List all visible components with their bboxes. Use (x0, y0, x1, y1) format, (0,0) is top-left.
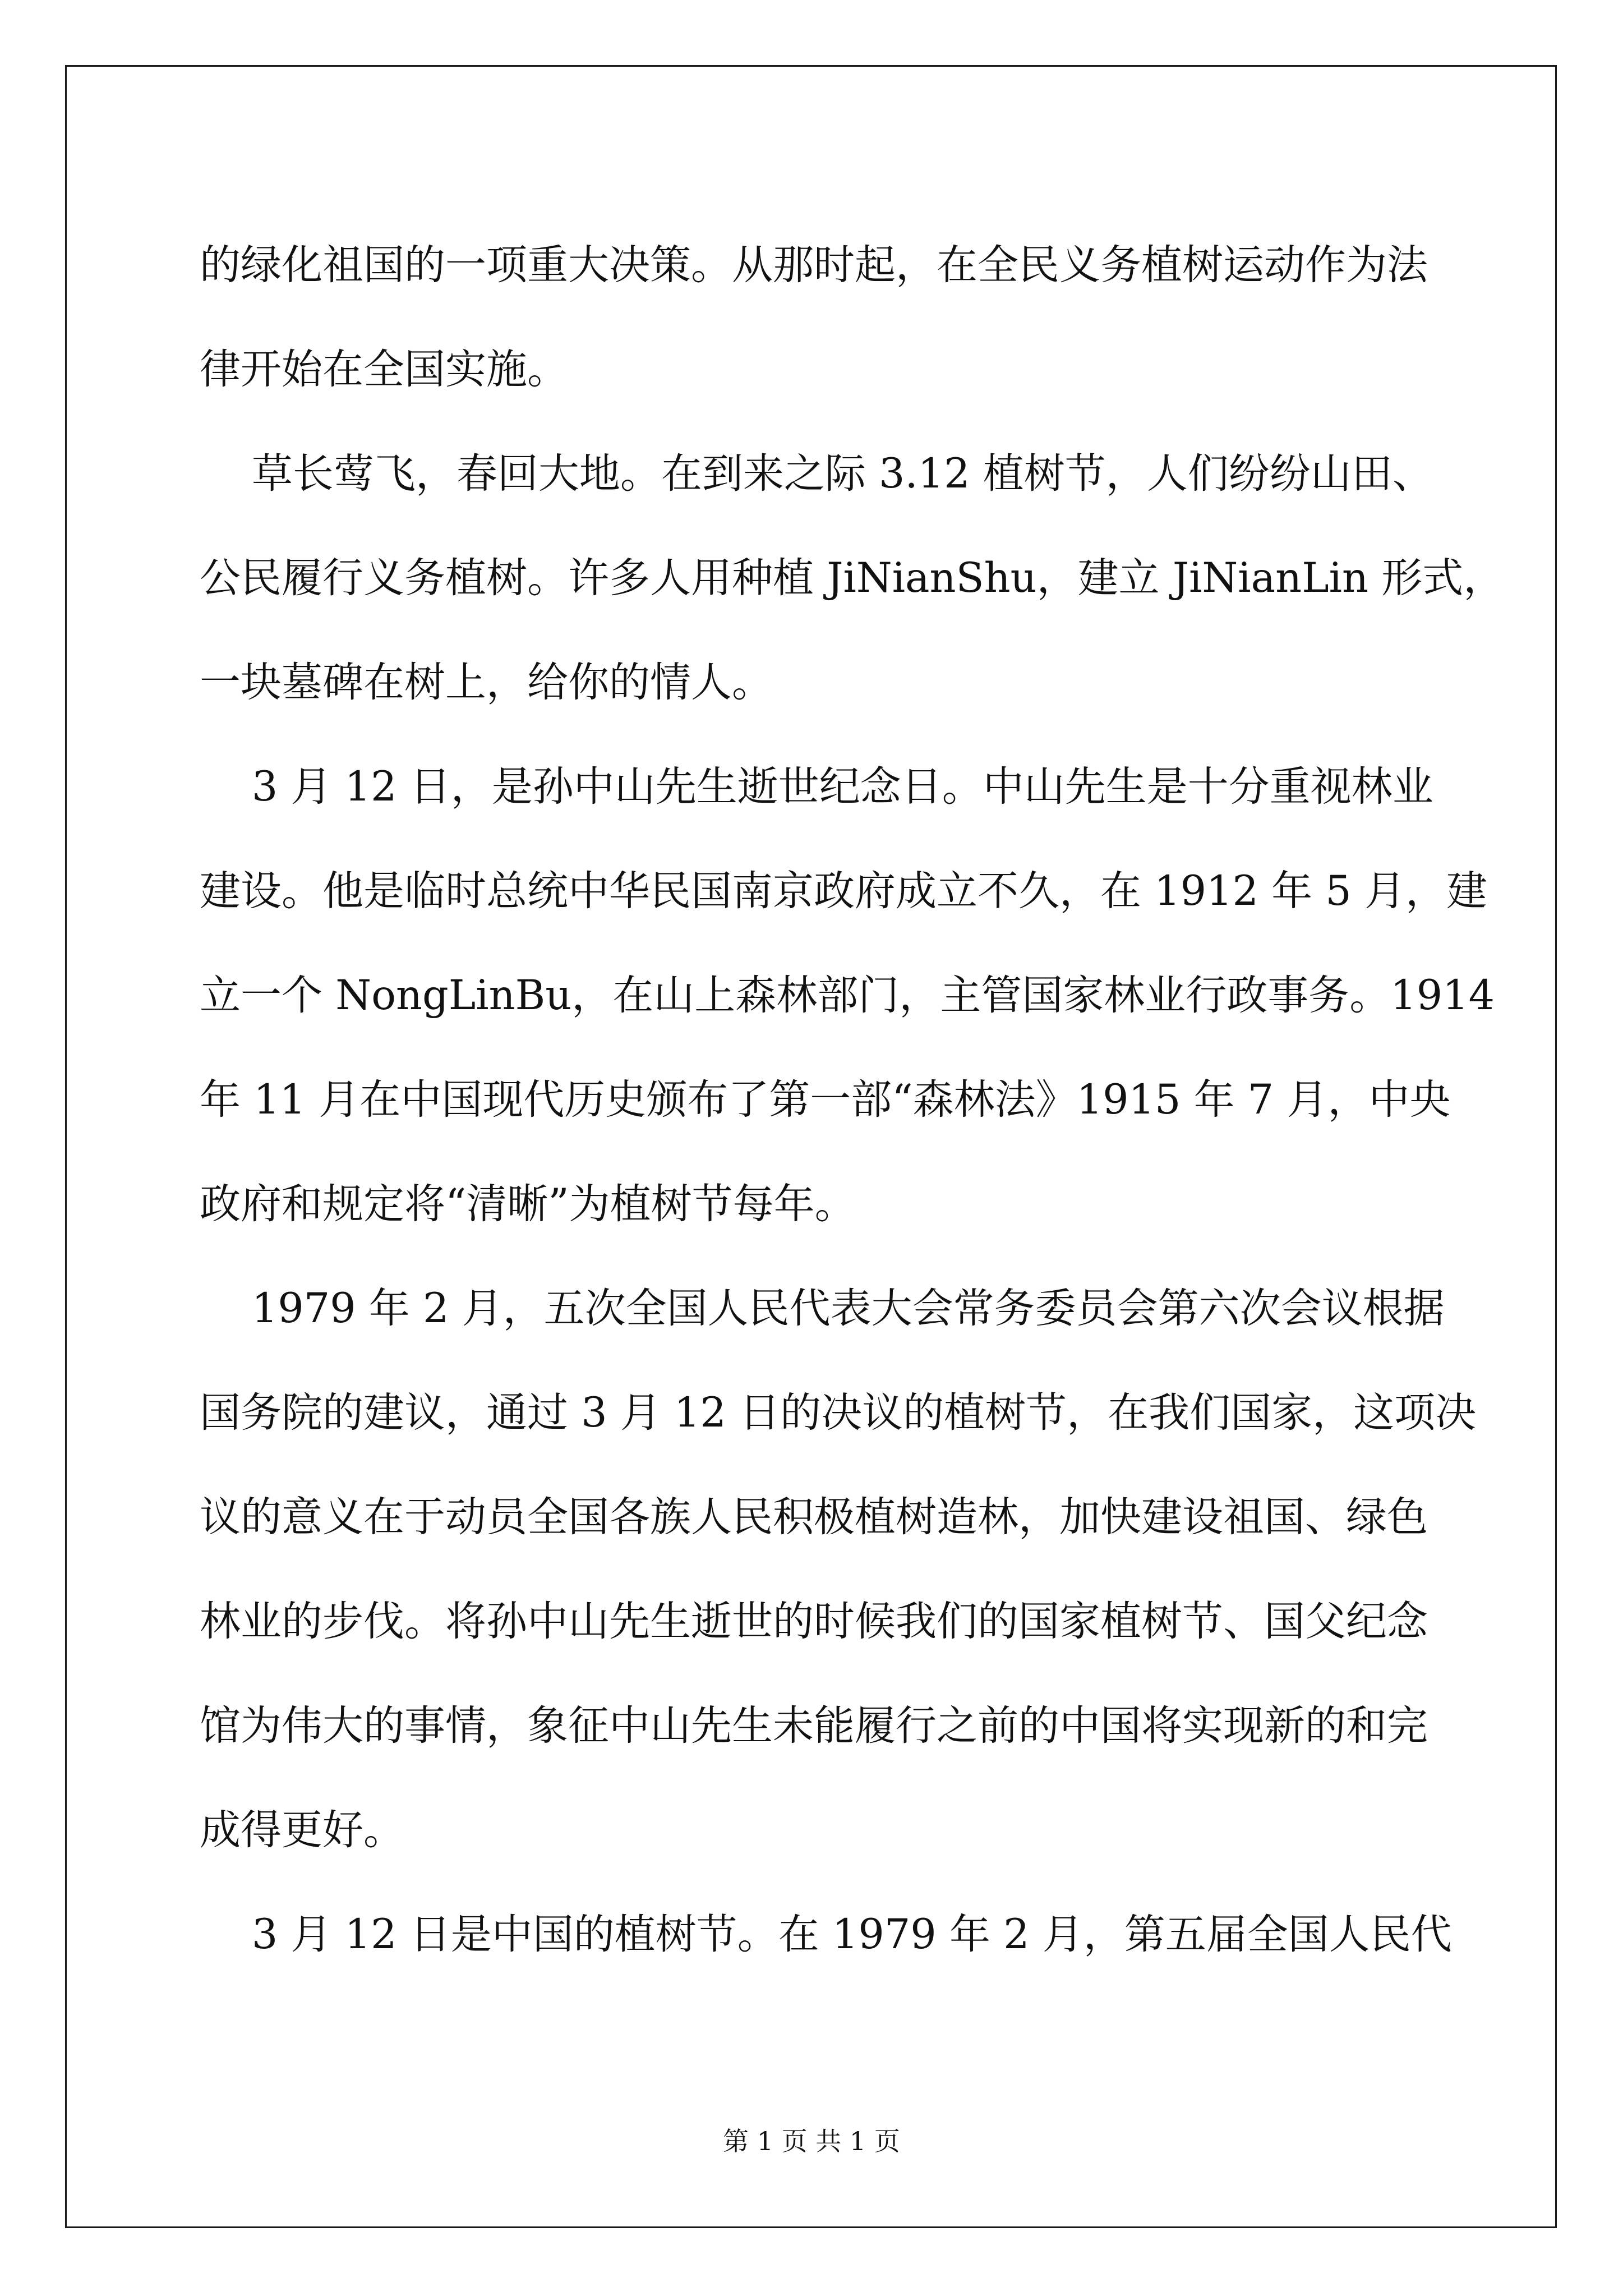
text-line: 议的意义在于动员全国各族人民积极植树造林，加快建设祖国、绿色 (200, 1493, 1428, 1541)
text-line: 年 11 月在中国现代历史颁布了第一部“森林法》1915 年 7 月，中央 (200, 1076, 1451, 1124)
text-line: 草长莺飞，春回大地。在到来之际 3.12 植树节，人们纷纷山田、 (200, 450, 1433, 498)
document-body (200, 213, 1505, 1987)
text-line: 律开始在全国实施。 (200, 346, 568, 393)
text-line: 立一个 NongLinBu，在山上森林部门，主管国家林业行政事务。1914 (200, 972, 1495, 1019)
text-line: 公民履行义务植树。许多人用种植 JiNianShu，建立 JiNianLin 形式， (200, 554, 1505, 602)
text-line: 的绿化祖国的一项重大决策。从那时起，在全民义务植树运动作为法 (200, 241, 1428, 289)
text-line: 一块墓碑在树上，给你的情人。 (200, 659, 773, 706)
text-line: 国务院的建议，通过 3 月 12 日的决议的植树节，在我们国家，这项决 (200, 1389, 1477, 1437)
text-line: 林业的步伐。将孙中山先生逝世的时候我们的国家植树节、国父纪念 (200, 1598, 1428, 1645)
text-line: 建设。他是临时总统中华民国南京政府成立不久，在 1912 年 5 月，建 (200, 867, 1488, 915)
text-line: 馆为伟大的事情，象征中山先生未能履行之前的中国将实现新的和完 (200, 1702, 1428, 1750)
text-line: 3 月 12 日是中国的植树节。在 1979 年 2 月，第五届全国人民代 (200, 1911, 1452, 1958)
page-number-footer: 第 1 页 共 1 页 (723, 2126, 900, 2156)
text-line: 成得更好。 (200, 1806, 404, 1854)
text-line: 政府和规定将“清晰”为植树节每年。 (200, 1180, 856, 1228)
text-line: 1979 年 2 月，五次全国人民代表大会常务委员会第六次会议根据 (200, 1285, 1445, 1332)
text-line: 3 月 12 日，是孙中山先生逝世纪念日。中山先生是十分重视林业 (200, 763, 1433, 811)
